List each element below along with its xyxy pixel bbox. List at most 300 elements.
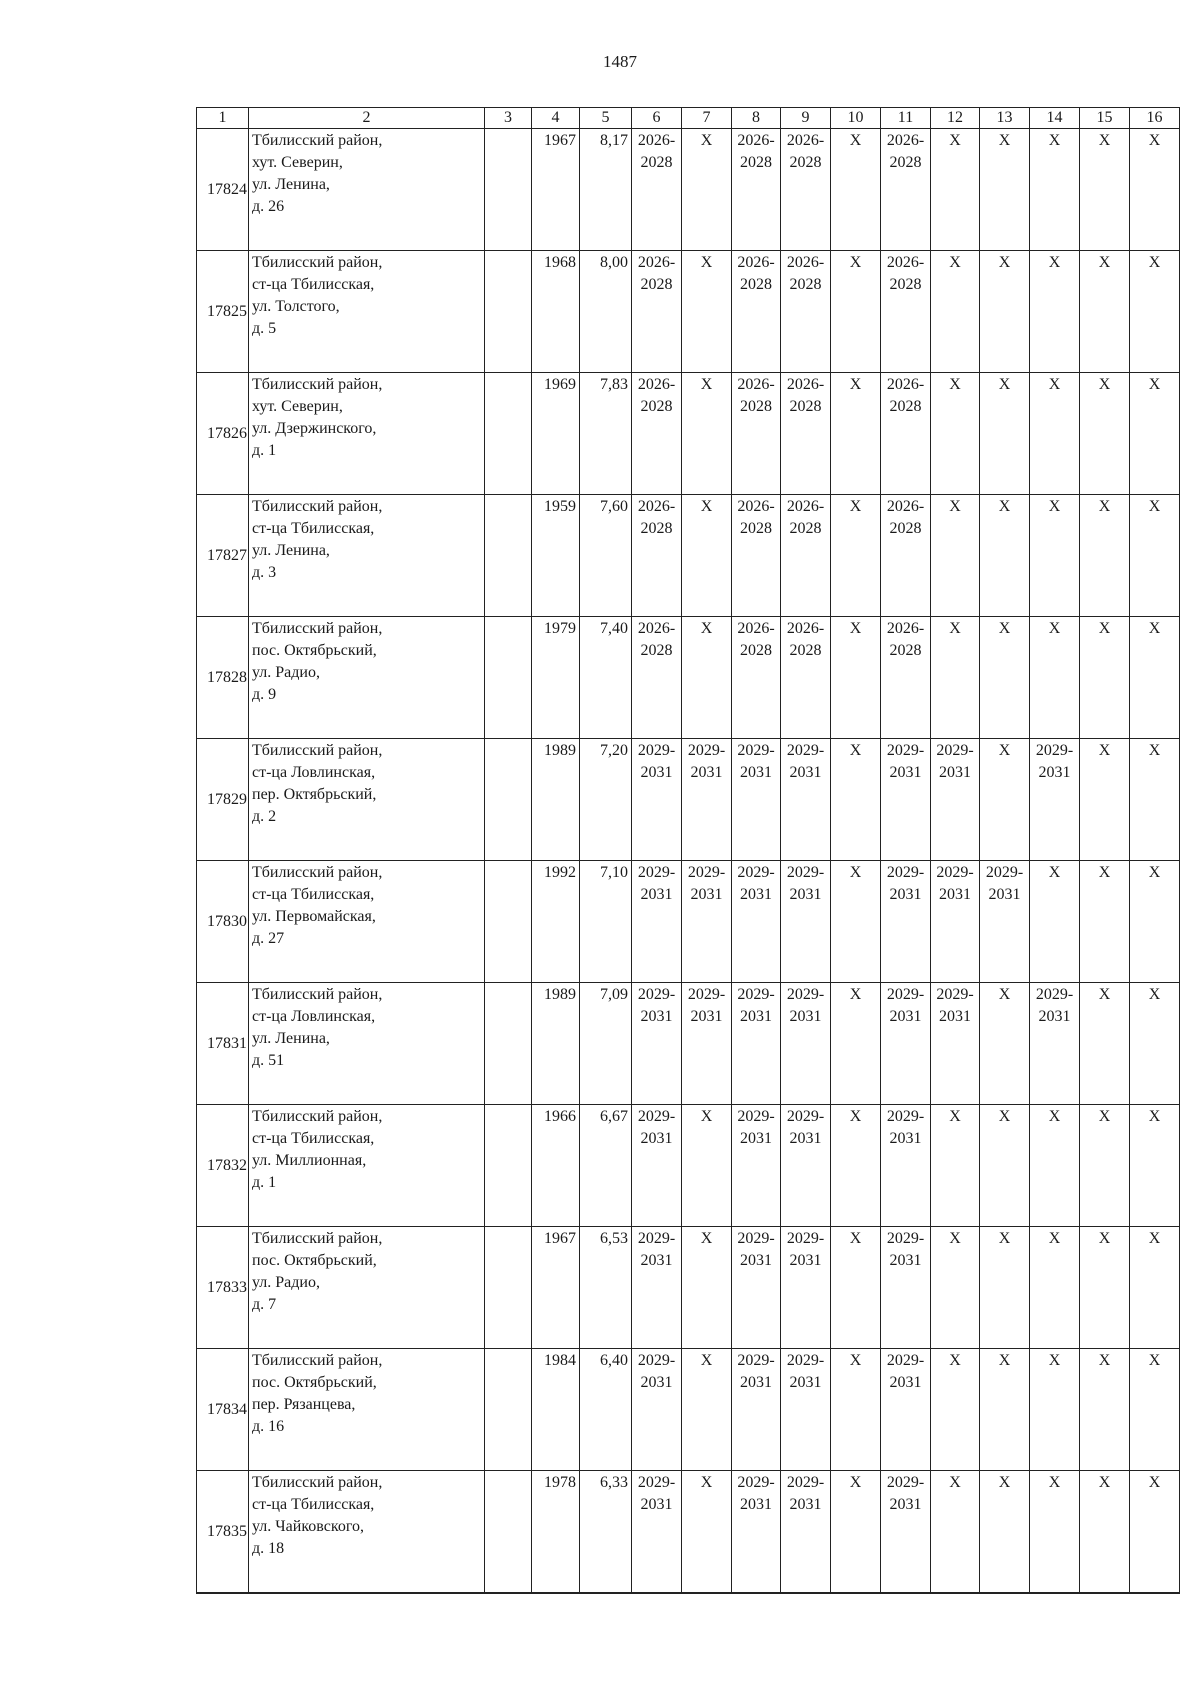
period-cell-line: X xyxy=(849,1230,862,1247)
column-number-header-cell: 2 xyxy=(249,108,485,129)
period-cell-col-14 xyxy=(1030,617,1080,739)
address-line: пос. Октябрьский, xyxy=(252,1252,377,1269)
period-cell-col-7 xyxy=(682,617,732,739)
period-cell-col-8 xyxy=(732,1471,781,1594)
column-3-cell xyxy=(485,1471,532,1594)
year-cell: 1969 xyxy=(532,373,580,495)
year-cell: 1979 xyxy=(532,617,580,739)
period-cell-col-9 xyxy=(781,1349,831,1471)
period-cell-col-6 xyxy=(632,129,682,251)
address-line: Тбилисский район, xyxy=(252,620,383,637)
column-3-cell xyxy=(485,129,532,251)
period-cell-line: 2029- xyxy=(637,1474,676,1491)
year-cell: 1989 xyxy=(532,739,580,861)
period-cell-col-10 xyxy=(831,1227,881,1349)
period-cell-col-15 xyxy=(1080,861,1130,983)
period-cell-col-14 xyxy=(1030,1105,1080,1227)
address-line: д. 26 xyxy=(252,198,285,215)
period-cell-line: X xyxy=(949,498,961,515)
housing-register-table xyxy=(196,107,1180,1594)
value-cell: 7,09 xyxy=(580,983,632,1105)
address-cell xyxy=(249,617,485,739)
period-cell-line: X xyxy=(949,376,961,393)
period-cell-line: X xyxy=(1148,620,1161,637)
period-cell-col-7 xyxy=(682,983,732,1105)
period-cell-line: 2031 xyxy=(640,886,673,903)
period-cell-line: X xyxy=(949,1230,961,1247)
period-cell-line: 2031 xyxy=(889,886,922,903)
table-row xyxy=(197,373,1180,495)
period-cell-line: 2031 xyxy=(939,886,971,903)
period-cell-line: X xyxy=(849,1352,862,1369)
period-cell-line: 2031 xyxy=(690,886,723,903)
table-row xyxy=(197,739,1180,861)
period-cell-col-14 xyxy=(1030,373,1080,495)
row-number-cell: 17827 xyxy=(197,495,249,617)
address-line: ул. Ленина, xyxy=(252,176,330,193)
period-cell-col-13 xyxy=(980,251,1030,373)
period-cell-line: 2029- xyxy=(886,1230,925,1247)
address-cell xyxy=(249,129,485,251)
period-cell-col-7 xyxy=(682,1349,732,1471)
period-cell-col-11 xyxy=(881,617,931,739)
period-cell-col-8 xyxy=(732,983,781,1105)
period-cell-col-9 xyxy=(781,251,831,373)
period-cell-col-8 xyxy=(732,1349,781,1471)
page-number: 1487 xyxy=(603,52,637,71)
period-cell-line: 2028 xyxy=(889,398,922,415)
period-cell-line: 2031 xyxy=(740,1496,772,1513)
address-line: Тбилисский район, xyxy=(252,1474,383,1491)
period-cell-col-9 xyxy=(781,617,831,739)
period-cell-line: X xyxy=(1148,1474,1161,1491)
period-cell-line: X xyxy=(1148,1108,1161,1125)
column-3-cell xyxy=(485,1349,532,1471)
period-cell-col-14 xyxy=(1030,1471,1080,1594)
period-cell-col-7 xyxy=(682,1105,732,1227)
address-cell xyxy=(249,1471,485,1594)
period-cell-line: 2029- xyxy=(737,742,775,759)
period-cell-col-12 xyxy=(931,373,980,495)
value-cell: 6,40 xyxy=(580,1349,632,1471)
column-number-header-cell: 8 xyxy=(732,108,781,129)
address-cell xyxy=(249,1105,485,1227)
period-cell-line: 2031 xyxy=(889,1374,922,1391)
period-cell-line: 2028 xyxy=(740,154,772,171)
period-cell-col-13 xyxy=(980,1227,1030,1349)
value-cell: 7,10 xyxy=(580,861,632,983)
address-line: д. 3 xyxy=(252,564,277,581)
address-line: д. 9 xyxy=(252,686,277,703)
address-cell xyxy=(249,373,485,495)
period-cell-line: 2029- xyxy=(687,742,726,759)
period-cell-col-6 xyxy=(632,1349,682,1471)
period-cell-line: 2029- xyxy=(886,986,925,1003)
period-cell-line: 2029- xyxy=(737,1352,775,1369)
period-cell-col-12 xyxy=(931,1471,980,1594)
value-cell: 7,20 xyxy=(580,739,632,861)
period-cell-line: X xyxy=(1048,254,1061,271)
period-cell-col-9 xyxy=(781,861,831,983)
period-cell-line: 2031 xyxy=(690,764,723,781)
period-cell-line: X xyxy=(1098,254,1111,271)
address-line: ул. Ленина, xyxy=(252,542,330,559)
period-cell-line: X xyxy=(1048,376,1061,393)
address-cell xyxy=(249,251,485,373)
period-cell-col-11 xyxy=(881,1105,931,1227)
period-cell-line: X xyxy=(1048,620,1061,637)
column-3-cell xyxy=(485,1105,532,1227)
table-row xyxy=(197,1105,1180,1227)
period-cell-col-9 xyxy=(781,129,831,251)
year-cell: 1967 xyxy=(532,1227,580,1349)
address-line: Тбилисский район, xyxy=(252,1352,383,1369)
period-cell-line: X xyxy=(849,620,862,637)
period-cell-col-10 xyxy=(831,739,881,861)
period-cell-col-10 xyxy=(831,495,881,617)
period-cell-col-12 xyxy=(931,129,980,251)
period-cell-col-12 xyxy=(931,495,980,617)
period-cell-line: 2029- xyxy=(637,742,676,759)
period-cell-col-11 xyxy=(881,861,931,983)
period-cell-col-15 xyxy=(1080,1105,1130,1227)
period-cell-line: 2026- xyxy=(886,254,925,271)
column-3-cell xyxy=(485,617,532,739)
address-line: ст-ца Ловлинская, xyxy=(252,1008,376,1025)
address-cell xyxy=(249,1349,485,1471)
period-cell-col-10 xyxy=(831,1105,881,1227)
period-cell-line: 2029- xyxy=(786,1230,825,1247)
period-cell-col-9 xyxy=(781,983,831,1105)
row-number-cell: 17833 xyxy=(197,1227,249,1349)
table-row xyxy=(197,129,1180,251)
period-cell-col-8 xyxy=(732,251,781,373)
period-cell-col-10 xyxy=(831,129,881,251)
period-cell-line: 2026- xyxy=(737,620,775,637)
address-line: Тбилисский район, xyxy=(252,986,383,1003)
period-cell-line: 2031 xyxy=(939,764,971,781)
period-cell-line: 2026- xyxy=(886,620,925,637)
period-cell-col-13 xyxy=(980,739,1030,861)
period-cell-line: 2029- xyxy=(737,986,775,1003)
row-number-cell: 17834 xyxy=(197,1349,249,1471)
year-cell: 1967 xyxy=(532,129,580,251)
period-cell-line: X xyxy=(700,498,713,515)
period-cell-line: X xyxy=(1148,132,1161,149)
address-line: д. 16 xyxy=(252,1418,285,1435)
period-cell-line: X xyxy=(700,132,713,149)
period-cell-line: 2026- xyxy=(637,376,676,393)
period-cell-line: 2026- xyxy=(637,254,676,271)
period-cell-col-14 xyxy=(1030,495,1080,617)
period-cell-line: 2029- xyxy=(637,1352,676,1369)
period-cell-line: 2031 xyxy=(988,886,1021,903)
period-cell-line: X xyxy=(998,132,1011,149)
period-cell-line: X xyxy=(1098,1352,1111,1369)
period-cell-col-15 xyxy=(1080,617,1130,739)
period-cell-col-7 xyxy=(682,861,732,983)
row-number-cell: 17830 xyxy=(197,861,249,983)
period-cell-line: X xyxy=(1148,498,1161,515)
period-cell-col-14 xyxy=(1030,1227,1080,1349)
period-cell-line: 2031 xyxy=(740,1130,772,1147)
period-cell-line: X xyxy=(1098,376,1111,393)
period-cell-line: 2029- xyxy=(1035,986,1074,1003)
period-cell-line: X xyxy=(849,254,862,271)
period-cell-line: X xyxy=(1048,1474,1061,1491)
row-number-cell: 17829 xyxy=(197,739,249,861)
period-cell-col-10 xyxy=(831,1349,881,1471)
address-line: ул. Миллионная, xyxy=(252,1152,367,1169)
period-cell-line: X xyxy=(849,742,862,759)
period-cell-col-9 xyxy=(781,1105,831,1227)
address-line: ул. Радио, xyxy=(252,1274,320,1291)
address-line: Тбилисский район, xyxy=(252,742,383,759)
period-cell-col-13 xyxy=(980,1471,1030,1594)
period-cell-line: 2031 xyxy=(1038,1008,1071,1025)
period-cell-line: 2031 xyxy=(789,886,822,903)
period-cell-line: X xyxy=(1048,132,1061,149)
period-cell-line: X xyxy=(849,986,862,1003)
period-cell-line: 2031 xyxy=(740,1252,772,1269)
table-row xyxy=(197,495,1180,617)
period-cell-line: 2028 xyxy=(789,398,822,415)
period-cell-line: 2029- xyxy=(936,864,974,881)
address-line: ул. Ленина, xyxy=(252,1030,330,1047)
period-cell-line: 2026- xyxy=(737,132,775,149)
address-line: Тбилисский район, xyxy=(252,254,383,271)
period-cell-line: 2029- xyxy=(737,1230,775,1247)
period-cell-line: X xyxy=(1098,986,1111,1003)
address-line: пер. Октябрьский, xyxy=(252,786,377,803)
column-3-cell xyxy=(485,251,532,373)
period-cell-col-16 xyxy=(1130,129,1180,251)
period-cell-col-12 xyxy=(931,617,980,739)
period-cell-line: 2026- xyxy=(786,376,825,393)
period-cell-line: 2029- xyxy=(687,986,726,1003)
period-cell-line: X xyxy=(998,254,1011,271)
period-cell-line: 2029- xyxy=(786,1108,825,1125)
value-cell: 6,67 xyxy=(580,1105,632,1227)
address-line: пос. Октябрьский, xyxy=(252,642,377,659)
period-cell-line: 2029- xyxy=(637,1230,676,1247)
period-cell-col-6 xyxy=(632,739,682,861)
period-cell-col-16 xyxy=(1130,251,1180,373)
value-cell: 6,33 xyxy=(580,1471,632,1594)
period-cell-line: 2031 xyxy=(740,1008,772,1025)
column-number-header-cell: 12 xyxy=(931,108,980,129)
period-cell-line: 2029- xyxy=(886,1108,925,1125)
period-cell-col-11 xyxy=(881,1227,931,1349)
address-line: д. 1 xyxy=(252,1174,277,1191)
period-cell-line: 2031 xyxy=(889,1008,922,1025)
period-cell-col-16 xyxy=(1130,739,1180,861)
column-number-header-cell: 11 xyxy=(881,108,931,129)
address-line: ст-ца Тбилисская, xyxy=(252,1496,375,1513)
address-line: ст-ца Тбилисская, xyxy=(252,1130,375,1147)
column-3-cell xyxy=(485,983,532,1105)
period-cell-line: 2028 xyxy=(889,642,922,659)
column-number-header-cell: 7 xyxy=(682,108,732,129)
table-body xyxy=(197,108,1180,1594)
address-line: д. 51 xyxy=(252,1052,285,1069)
period-cell-line: 2029- xyxy=(786,1474,825,1491)
column-number-header-cell: 16 xyxy=(1130,108,1180,129)
period-cell-col-16 xyxy=(1130,1471,1180,1594)
period-cell-col-10 xyxy=(831,861,881,983)
column-number-header-row xyxy=(197,108,1180,129)
period-cell-col-8 xyxy=(732,617,781,739)
row-number-cell: 17831 xyxy=(197,983,249,1105)
period-cell-col-11 xyxy=(881,373,931,495)
period-cell-col-8 xyxy=(732,495,781,617)
period-cell-col-13 xyxy=(980,373,1030,495)
period-cell-line: X xyxy=(1098,1108,1111,1125)
period-cell-col-14 xyxy=(1030,129,1080,251)
period-cell-line: X xyxy=(1098,864,1111,881)
period-cell-line: 2029- xyxy=(786,986,825,1003)
period-cell-col-15 xyxy=(1080,251,1130,373)
period-cell-col-10 xyxy=(831,617,881,739)
period-cell-col-16 xyxy=(1130,983,1180,1105)
period-cell-line: X xyxy=(700,376,713,393)
period-cell-col-7 xyxy=(682,373,732,495)
address-line: д. 18 xyxy=(252,1540,285,1557)
period-cell-col-15 xyxy=(1080,1349,1130,1471)
period-cell-line: X xyxy=(1098,498,1111,515)
period-cell-col-11 xyxy=(881,251,931,373)
address-line: пер. Рязанцева, xyxy=(252,1396,356,1413)
period-cell-line: X xyxy=(849,864,862,881)
period-cell-col-16 xyxy=(1130,1349,1180,1471)
period-cell-col-16 xyxy=(1130,495,1180,617)
period-cell-col-7 xyxy=(682,495,732,617)
address-line: ст-ца Тбилисская, xyxy=(252,886,375,903)
period-cell-col-13 xyxy=(980,983,1030,1105)
period-cell-col-16 xyxy=(1130,1227,1180,1349)
period-cell-line: 2031 xyxy=(640,1252,673,1269)
period-cell-line: 2028 xyxy=(789,154,822,171)
period-cell-line: X xyxy=(700,254,713,271)
period-cell-line: X xyxy=(1148,254,1161,271)
period-cell-line: X xyxy=(949,1352,961,1369)
period-cell-line: X xyxy=(849,376,862,393)
period-cell-line: X xyxy=(1048,498,1061,515)
period-cell-col-13 xyxy=(980,617,1030,739)
period-cell-line: 2028 xyxy=(640,642,673,659)
period-cell-line: 2026- xyxy=(786,132,825,149)
period-cell-col-8 xyxy=(732,739,781,861)
period-cell-col-10 xyxy=(831,373,881,495)
period-cell-col-14 xyxy=(1030,861,1080,983)
period-cell-line: 2028 xyxy=(640,276,673,293)
period-cell-col-13 xyxy=(980,495,1030,617)
period-cell-col-15 xyxy=(1080,983,1130,1105)
period-cell-line: 2026- xyxy=(886,132,925,149)
address-cell xyxy=(249,983,485,1105)
period-cell-col-15 xyxy=(1080,1471,1130,1594)
year-cell: 1968 xyxy=(532,251,580,373)
period-cell-line: 2028 xyxy=(889,520,922,537)
period-cell-line: X xyxy=(1148,376,1161,393)
period-cell-line: 2031 xyxy=(740,886,772,903)
period-cell-col-13 xyxy=(980,1105,1030,1227)
period-cell-line: X xyxy=(1098,742,1111,759)
period-cell-col-6 xyxy=(632,1105,682,1227)
period-cell-line: X xyxy=(1148,1352,1161,1369)
period-cell-col-11 xyxy=(881,739,931,861)
value-cell: 8,00 xyxy=(580,251,632,373)
period-cell-line: 2026- xyxy=(737,498,775,515)
period-cell-line: 2031 xyxy=(789,1008,822,1025)
period-cell-col-7 xyxy=(682,129,732,251)
period-cell-line: X xyxy=(1098,620,1111,637)
period-cell-line: X xyxy=(700,1474,713,1491)
period-cell-col-15 xyxy=(1080,373,1130,495)
period-cell-col-9 xyxy=(781,373,831,495)
address-line: Тбилисский район, xyxy=(252,498,383,515)
period-cell-line: X xyxy=(1148,1230,1161,1247)
address-line: Тбилисский район, xyxy=(252,132,383,149)
period-cell-line: X xyxy=(1098,132,1111,149)
period-cell-col-12 xyxy=(931,739,980,861)
period-cell-col-11 xyxy=(881,129,931,251)
period-cell-line: 2031 xyxy=(889,1252,922,1269)
table-row xyxy=(197,617,1180,739)
column-3-cell xyxy=(485,739,532,861)
period-cell-line: 2028 xyxy=(789,642,822,659)
period-cell-line: 2029- xyxy=(687,864,726,881)
period-cell-line: 2028 xyxy=(789,520,822,537)
column-number-header-cell: 13 xyxy=(980,108,1030,129)
address-line: д. 7 xyxy=(252,1296,277,1313)
period-cell-line: X xyxy=(949,1108,961,1125)
period-cell-col-10 xyxy=(831,1471,881,1594)
period-cell-line: 2026- xyxy=(737,254,775,271)
period-cell-col-6 xyxy=(632,983,682,1105)
period-cell-col-11 xyxy=(881,495,931,617)
period-cell-col-14 xyxy=(1030,739,1080,861)
column-number-header-cell: 5 xyxy=(580,108,632,129)
period-cell-col-7 xyxy=(682,251,732,373)
period-cell-line: 2028 xyxy=(889,276,922,293)
address-line: Тбилисский район, xyxy=(252,376,383,393)
period-cell-line: 2026- xyxy=(637,620,676,637)
address-line: д. 5 xyxy=(252,320,277,337)
period-cell-line: X xyxy=(998,1108,1011,1125)
period-cell-line: 2028 xyxy=(640,398,673,415)
column-number-header-cell: 10 xyxy=(831,108,881,129)
period-cell-line: 2026- xyxy=(786,620,825,637)
address-cell xyxy=(249,739,485,861)
period-cell-line: X xyxy=(700,1108,713,1125)
period-cell-line: 2031 xyxy=(789,1374,822,1391)
period-cell-line: 2031 xyxy=(740,764,772,781)
period-cell-line: 2026- xyxy=(786,498,825,515)
period-cell-col-8 xyxy=(732,1227,781,1349)
period-cell-col-14 xyxy=(1030,983,1080,1105)
period-cell-col-8 xyxy=(732,129,781,251)
period-cell-line: 2028 xyxy=(740,276,772,293)
period-cell-line: 2029- xyxy=(637,864,676,881)
row-number-cell: 17832 xyxy=(197,1105,249,1227)
column-number-header-cell: 6 xyxy=(632,108,682,129)
period-cell-line: 2026- xyxy=(886,498,925,515)
period-cell-line: X xyxy=(998,742,1011,759)
period-cell-line: 2026- xyxy=(886,376,925,393)
period-cell-col-9 xyxy=(781,1471,831,1594)
value-cell: 6,53 xyxy=(580,1227,632,1349)
